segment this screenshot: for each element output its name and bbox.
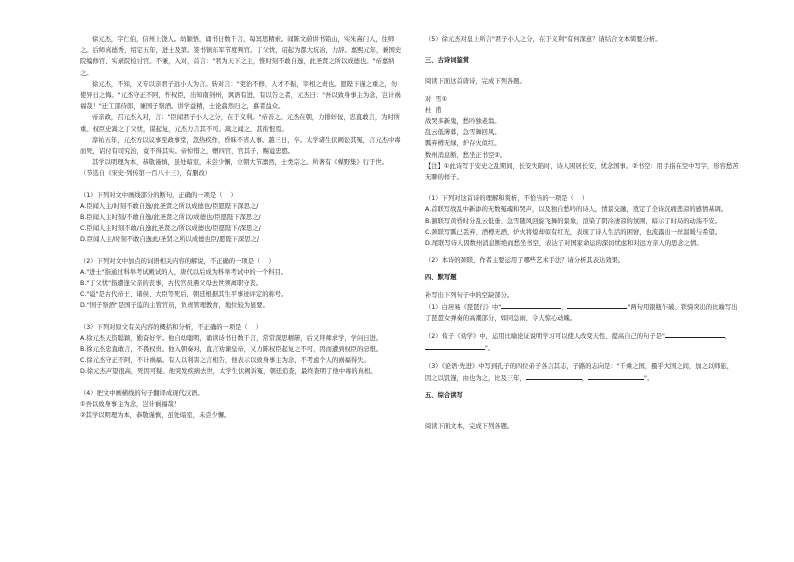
question-stem: （2）下列对文中加点的词语相关内容的解说，不正确的一项是（ ）	[80, 257, 275, 265]
section-heading-fill: 四、默写题	[425, 274, 457, 282]
classical-passage	[80, 34, 402, 180]
poem-title: 对 雪①	[425, 95, 448, 103]
option-a: A."进士"指通过科举考试殿试的人，唐代以后成为科举考试中的一个科目。	[80, 268, 288, 276]
question-stem: （4）把文中画横线的句子翻译成现代汉语。	[80, 389, 204, 397]
translation-item: ①吾以致身事主为念，岂计祸福哉！	[80, 400, 181, 408]
answer-blank[interactable]	[501, 301, 561, 309]
answer-blank[interactable]	[526, 372, 582, 380]
option-b: B.颔联写黄昏时分乱云低垂、急雪随风回旋飞舞的景象，渲染了阴冷凄凉的氛围，暗示了时局的动荡不安。	[425, 217, 721, 225]
question-2	[80, 256, 402, 312]
question-stem: （3）下列对原文有关内容的概括和分析，不正确的一项是（ ）	[80, 323, 263, 331]
question-1	[80, 190, 402, 246]
passage-paragraph: 帝亲政，召元杰入对，言："臣闻君子小人之分，在于义利。"帝善之。元杰在朝，力排奸佞，忠直敢言，为时所重。权臣史嵩之丁父忧，谋起复，元杰力言其不可。嵩之闻之，甚衔恨焉。	[80, 114, 401, 133]
option-b: B."丁父忧"指遭逢父亲的丧事，古代官员遇父母去世须离职守丧。	[80, 280, 263, 288]
passage-paragraph: 其学以明理为本，恭敬谨慎，虽处暗室，未尝少懈，立朝大节凛然，士类宗之。所著有《楳野集》行于世。	[92, 159, 388, 167]
poem-note: 【注】①此诗写于安史之乱期间，长安失陷时，诗人困居长安，忧念国事。②书空：用手指在空中写字，形容愁苦无聊的样子。	[425, 162, 739, 182]
option-a: A.徐元杰天资聪颖，勤奋好学。他自幼聪明，诵读诗书日数千言，常常深思精研，后又拜师求学，学问日进。	[80, 334, 383, 342]
poem-line: 数州消息断，愁坐正书空②。	[425, 151, 507, 159]
question-stem: （1）下列对文中画线部分的断句，正确的一项是（ ）	[80, 191, 237, 199]
left-column	[80, 34, 402, 421]
right-column	[425, 34, 739, 432]
poem-line: 瓢弃樽无绿，炉存火似红。	[425, 140, 501, 148]
reading-intro: 阅读下面文本，完成下列各题。	[425, 423, 514, 431]
poem	[425, 94, 739, 161]
fill-item-2: （2）荀子《劝学》中，运用比喻论证说明学习可以使人改变天性、提高自己的句子是" ，"。	[425, 330, 739, 354]
fill-intro: 补写出下列句子中的空缺部分。	[425, 291, 514, 299]
poem-line: 战哭多新鬼，愁吟独老翁。	[425, 118, 501, 126]
poem-author: 杜 甫	[425, 106, 442, 114]
fill-item-1: （1）白居易《琵琶行》中" ， "两句用银瓶乍破、铁骑突出的比喻写出了琵琶女弹奏的高潮部分，如同急雨，令人惊心动魄。	[425, 301, 739, 324]
poetry-question-1	[425, 193, 739, 249]
section-heading-reading: 五、综合读写	[425, 392, 463, 400]
option-c: C.臣闻人主时刻不敢/自逸此圣贤之/所以成德也/臣愿陛下/深思之/	[80, 225, 261, 233]
option-d: D."国子祭酒"是国子监的主管官员，负责管理教育，地位较为显要。	[80, 302, 269, 310]
translation-item: ②其学以明理为本，恭敬谨慎，虽处暗室，未尝少懈。	[80, 412, 231, 420]
poetry-intro: 阅读下面这首唐诗，完成下列各题。	[425, 78, 526, 86]
option-d: D.徐元杰声望很高，死因可疑。他突发疾病去世，太学生伏阙诉冤，朝廷追查，最终查明了他中毒的真相。	[80, 368, 377, 376]
option-d: D.臣闻人主/时刻不敢自逸此/圣贤之所以成德也臣/愿陛下深思之/	[80, 236, 260, 244]
fill-item-3: （3）《论语·先进》中写到孔子的四位弟子各言其志，子路的志向是："千乘之国，摄乎大国之间，加之以师旅，因之以饥馑，由也为之，比及三年， ， "。	[425, 362, 734, 382]
poetry-question-2: （2）本诗的颈联，作者主要运用了哪些艺术手法？请分析其表达效果。	[425, 257, 625, 265]
source-note: （节选自《宋史·列传第一百八十三》，有删改）	[80, 170, 212, 178]
option-c: C."谥"是古代帝王、诸侯、大臣等死后，朝廷根据其生平事迹评定的称号。	[80, 291, 288, 299]
passage-paragraph: 徐元杰，字仁伯，信州上饶人。幼颖悟，诵书日数千言，每冥思精索。闻陈文蔚讲书铅山，实朱熹门人，往师之。后师真德秀，绍定五年，进士及第。签书镇东军节度判官。丁父忧，诏起为都大坑冶，力辞。嘉熙元年，兼国史院编修官、实录院检讨官。不兼，入对，首言："君为天下之主，惟时刻不敢自逸，此圣贤之所以成德也。"帝嘉纳之。	[80, 36, 402, 77]
answer-blank[interactable]	[425, 342, 485, 350]
answer-blank[interactable]	[665, 330, 725, 338]
option-a: A.臣闻人主/时刻不敢自逸/此圣贤之所以成德也/臣愿陛下深思之/	[80, 202, 259, 210]
option-b: B.徐元杰忠直敢言，不畏权贵。他入朝奏对，直言劝谏皇帝，又力陈权臣起复之不可，因而遭到权臣的忌恨。	[80, 346, 383, 354]
poem-line: 乱云低薄暮，急雪舞回风。	[425, 129, 501, 137]
answer-blank[interactable]	[567, 301, 627, 309]
passage-paragraph: 徐元杰，不知，又专以亲君子远小人为言。转对言："吏治不修，人才不振，宰相之责也。愿陛下谨之重之，勿使异日之悔。"元杰守正不阿，忤权臣，出知南剑州，讽语有进，有以告之者，元杰曰："吾以致身事主为念，岂计祸福哉！"迁工部侍郎，兼国子祭酒。讲学益精，士论翕然归之，慕者益众。	[80, 80, 401, 111]
option-d: D.尾联写诗人因数州消息断绝而愁坐书空，表达了对国家命运的深切忧虑和对远方亲人的思念之情。	[425, 240, 703, 248]
question-3	[80, 322, 402, 378]
question-5: （5）徐元杰对皇上所言"君子小人之分，在于义利"有何深意？请结合文本简要分析。	[425, 36, 662, 43]
passage-paragraph: 淳祐五年，元杰方以议事至政事堂，忽热疾作，昏昧不省人事。越三日，卒。太学诸生伏阙讼其冤，言元杰中毒而死，诏付有司究治，竟不得其实。帝悼惜之，赠四官，官其子，赐谥忠愍。	[80, 136, 401, 156]
option-b: B.臣闻人主时刻/不敢自逸/此圣贤之所以/成德也/臣愿陛下深思之/	[80, 214, 261, 222]
section-heading-poetry: 三、古诗词鉴赏	[425, 57, 470, 65]
question-4	[80, 388, 402, 422]
option-a: A.首联写战乱中新添的无数冤魂和哭声，以及独自愁吟的诗人，情景交融，奠定了全诗沉痛悲凉的感情基调。	[425, 206, 728, 214]
option-c: C.颈联写瓢已丢弃、酒樽无酒，炉火将熄却似有红光，表现了诗人生活的困窘，也流露出一丝温暖与希望。	[425, 228, 722, 236]
option-c: C.徐元杰守正不阿，不计祸福。有人以利害之言相告，他表示以致身事主为念，不考虑个人的祸福得失。	[80, 357, 370, 365]
question-stem: （1）下列对这首诗的理解和赏析，不恰当的一项是（ ）	[425, 195, 589, 203]
answer-blank[interactable]	[588, 372, 644, 380]
